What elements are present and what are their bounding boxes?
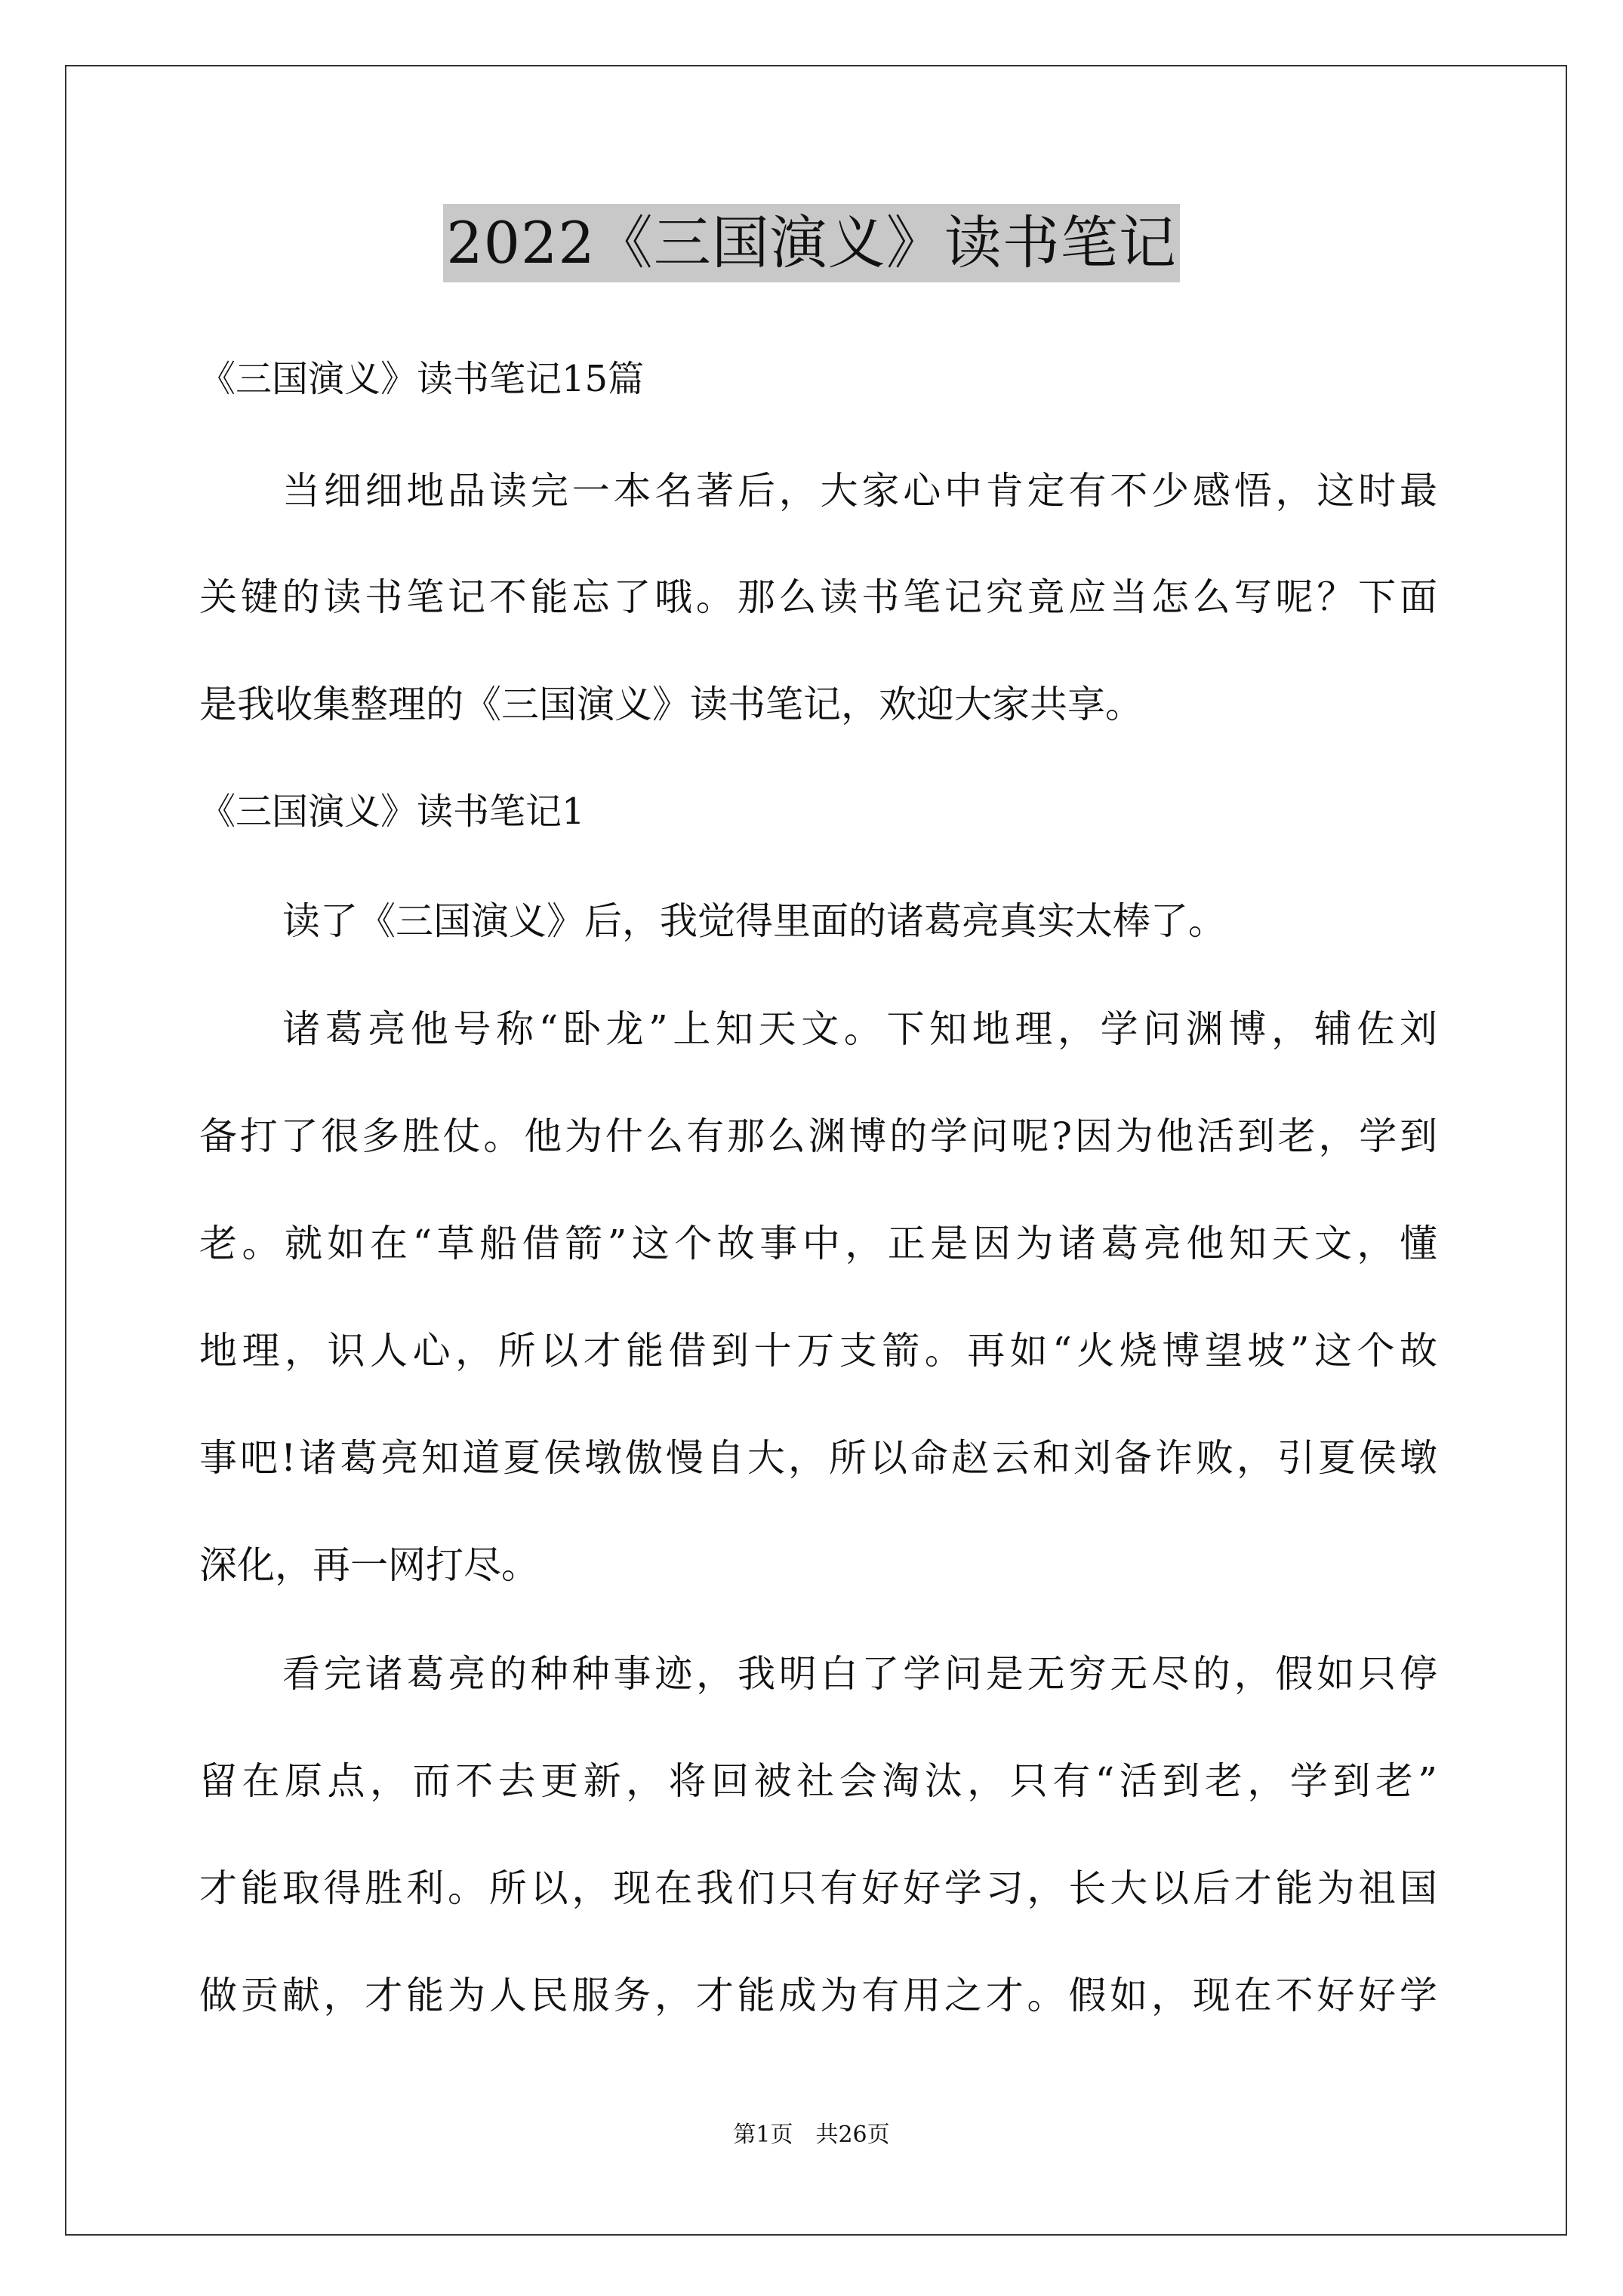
paragraph-line: 备打了很多胜仗。他为什么有那么渊博的学问呢?因为他活到老，学到 — [199, 1114, 1437, 1158]
paragraph-line: 关键的读书笔记不能忘了哦。那么读书笔记究竟应当怎么写呢？下面 — [199, 575, 1437, 619]
paragraph-line: 留在原点，而不去更新，将回被社会淘汰，只有“活到老，学到老” — [199, 1759, 1437, 1803]
title-container — [0, 204, 1623, 282]
paragraph-line: 地理，识人心，所以才能借到十万支箭。再如“火烧博望坡”这个故 — [199, 1329, 1437, 1373]
section-heading: 《三国演义》读书笔记15篇 — [199, 358, 645, 400]
paragraph-line: 做贡献，才能为人民服务，才能成为有用之才。假如，现在不好好学 — [199, 1974, 1437, 2017]
paragraph-line: 事吧!诸葛亮知道夏侯墩傲慢自大，所以命赵云和刘备诈败，引夏侯墩 — [199, 1436, 1437, 1480]
section-heading: 《三国演义》读书笔记1 — [199, 791, 585, 833]
paragraph-line: 才能取得胜利。所以，现在我们只有好好学习，长大以后才能为祖国 — [199, 1866, 1437, 1910]
paragraph-line: 老。就如在“草船借箭”这个故事中，正是因为诸葛亮他知天文，懂 — [199, 1222, 1437, 1265]
paragraph-line: 当细细地品读完一本名著后，大家心中肯定有不少感悟，这时最 — [282, 469, 1437, 513]
page-footer: 第1页 共26页 — [733, 2122, 890, 2148]
paragraph-line: 深化，再一网打尽。 — [199, 1543, 539, 1587]
paragraph-line: 诸葛亮他号称“卧龙”上知天文。下知地理，学问渊博，辅佐刘 — [282, 1007, 1437, 1051]
paragraph-line: 是我收集整理的《三国演义》读书笔记，欢迎大家共享。 — [199, 683, 1143, 726]
paragraph-line: 看完诸葛亮的种种事迹，我明白了学问是无穷无尽的，假如只停 — [282, 1652, 1437, 1696]
document-title: 2022《三国演义》读书笔记 — [443, 204, 1179, 282]
paragraph-line: 读了《三国演义》后，我觉得里面的诸葛亮真实太棒了。 — [282, 899, 1226, 943]
